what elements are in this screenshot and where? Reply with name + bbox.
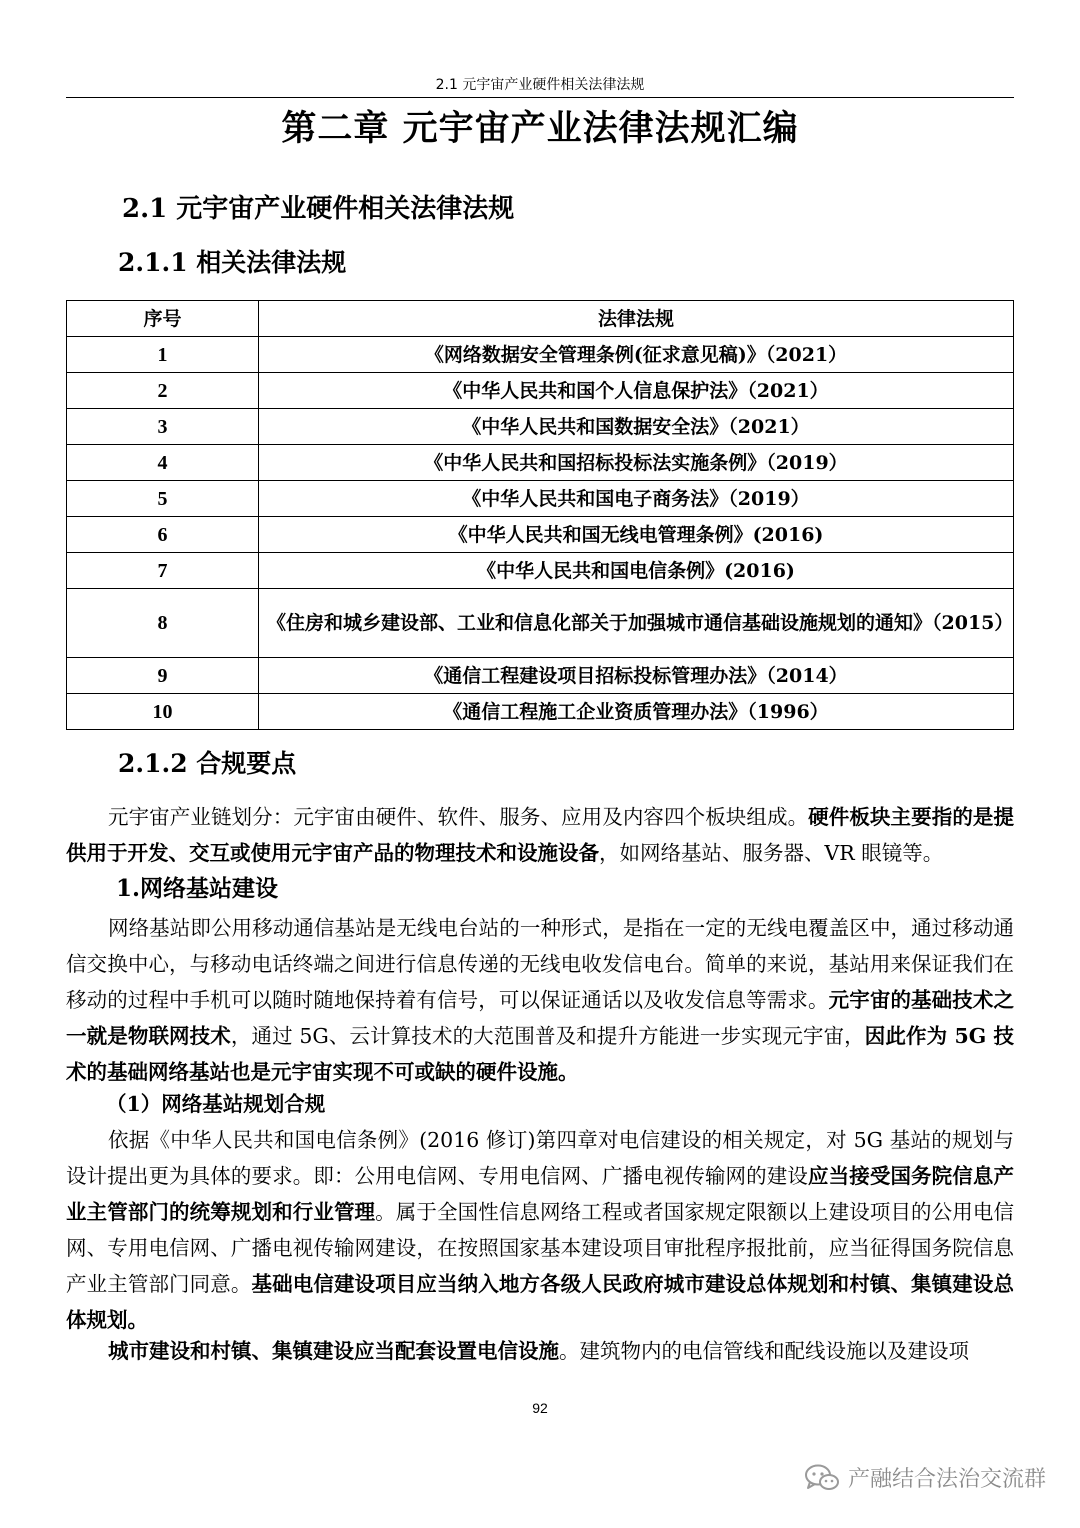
- row-law: 《住房和城乡建设部、工业和信息化部关于加强城市通信基础设施规划的通知》（2015）: [259, 589, 1014, 658]
- row-number: 3: [67, 409, 259, 445]
- row-law: 《网络数据安全管理条例(征求意见稿)》（2021）: [259, 337, 1014, 373]
- table-row: [67, 553, 1014, 589]
- text-normal: 。属于全国性信息网络工程或者国家规定限额以上建设项目的公用电信网、专用电信网、广播电视传输网建设，在按照国家基本建设项目审批程序报批前，应当征得国务院信息产业主管部门同意。: [66, 1200, 1015, 1296]
- row-law: 《通信工程施工企业资质管理办法》（1996）: [259, 694, 1014, 730]
- row-number: 4: [67, 445, 259, 481]
- table-row: [67, 658, 1014, 694]
- row-number: 10: [67, 694, 259, 730]
- table-row: [67, 517, 1014, 553]
- table-row: [67, 409, 1014, 445]
- row-law: 《中华人民共和国数据安全法》（2021）: [259, 409, 1014, 445]
- table-row: [67, 694, 1014, 730]
- subsection-title-laws: 2.1.1 相关法律法规: [118, 248, 347, 277]
- subsection-title-planning: （1）网络基站规划合规: [106, 1092, 326, 1116]
- paragraph-base-station: [66, 910, 1014, 1090]
- row-number: 8: [67, 589, 259, 658]
- table-row: [67, 481, 1014, 517]
- section-title-base-station: 1.网络基站建设: [116, 875, 279, 902]
- section-title: 2.1 元宇宙产业硬件相关法律法规: [122, 194, 515, 224]
- row-law: 《中华人民共和国个人信息保护法》（2021）: [259, 373, 1014, 409]
- text-bold: 城市建设和村镇、集镇建设应当配套设置电信设施: [108, 1339, 559, 1363]
- row-number: 7: [67, 553, 259, 589]
- col-header-number: 序号: [67, 301, 259, 337]
- paragraph-planning: [66, 1122, 1014, 1338]
- row-law: 《中华人民共和国无线电管理条例》(2016): [259, 517, 1014, 553]
- subsection-title-compliance: 2.1.2 合规要点: [118, 749, 297, 778]
- laws-table: [66, 300, 1014, 730]
- row-law: 《中华人民共和国电信条例》(2016): [259, 553, 1014, 589]
- row-law: 《通信工程建设项目招标投标管理办法》（2014）: [259, 658, 1014, 694]
- table-row: [67, 589, 1014, 658]
- chapter-title: 第二章 元宇宙产业法律法规汇编: [281, 108, 799, 149]
- col-header-law: 法律法规: [259, 301, 1014, 337]
- paragraph-urban-construction: [66, 1333, 1014, 1369]
- row-law: 《中华人民共和国电子商务法》（2019）: [259, 481, 1014, 517]
- watermark-text: 产融结合法治交流群: [847, 1467, 1046, 1492]
- text-normal: 网络基站即公用移动通信基站是无线电台站的一种形式，是指在一定的无线电覆盖区中，通过移动通信交换中心，与移动电话终端之间进行信息传递的无线电收发信电台。简单的来说，基站用来保证我们在移动的过程中手机可以随时随地保持着有信号，可以保证通话以及收发信息等需求。: [66, 916, 1014, 1012]
- row-number: 5: [67, 481, 259, 517]
- text-normal: 元宇宙产业链划分：元宇宙由硬件、软件、服务、应用及内容四个板块组成。: [108, 805, 809, 829]
- running-header: 2.1 元宇宙产业硬件相关法律法规: [66, 76, 1014, 98]
- text-normal: ，通过 5G、云计算技术的大范围普及和提升方能进一步实现元宇宙，: [230, 1024, 865, 1048]
- table-row: [67, 445, 1014, 481]
- row-number: 9: [67, 658, 259, 694]
- table-row: [67, 337, 1014, 373]
- text-normal: 。建筑物内的电信管线和配线设施以及建设项: [559, 1339, 969, 1363]
- row-number: 2: [67, 373, 259, 409]
- text-bold: 基础电信建设项目应当纳入地方各级人民政府城市建设总体规划和村镇、集镇建设总体规划。: [66, 1272, 1014, 1332]
- watermark: [804, 1462, 1046, 1493]
- row-number: 6: [67, 517, 259, 553]
- text-bold: 应当接受国务院信息产业主管部门的统筹规划和行业管理: [66, 1164, 1014, 1224]
- page-number: 92: [532, 1400, 548, 1416]
- text-normal: 依据《中华人民共和国电信条例》(2016 修订)第四章对电信建设的相关规定，对 5G 基站的规划与设计提出更为具体的要求。即：公用电信网、专用电信网、广播电视传输网的建设: [66, 1128, 1014, 1188]
- row-number: 1: [67, 337, 259, 373]
- text-bold: 元宇宙的基础技术之一就是物联网技术: [66, 988, 1014, 1048]
- wechat-icon: [804, 1463, 840, 1493]
- text-normal: ，如网络基站、服务器、VR 眼镜等。: [599, 841, 944, 865]
- text-bold: 因此作为 5G 技术的基础网络基站也是元宇宙实现不可或缺的硬件设施。: [66, 1024, 1015, 1084]
- table-row: [67, 373, 1014, 409]
- row-law: 《中华人民共和国招标投标法实施条例》（2019）: [259, 445, 1014, 481]
- table-header-row: [67, 301, 1014, 337]
- text-bold: 硬件板块主要指的是提供用于开发、交互或使用元宇宙产品的物理技术和设施设备: [66, 805, 1015, 865]
- paragraph-industry-chain: [66, 799, 1014, 871]
